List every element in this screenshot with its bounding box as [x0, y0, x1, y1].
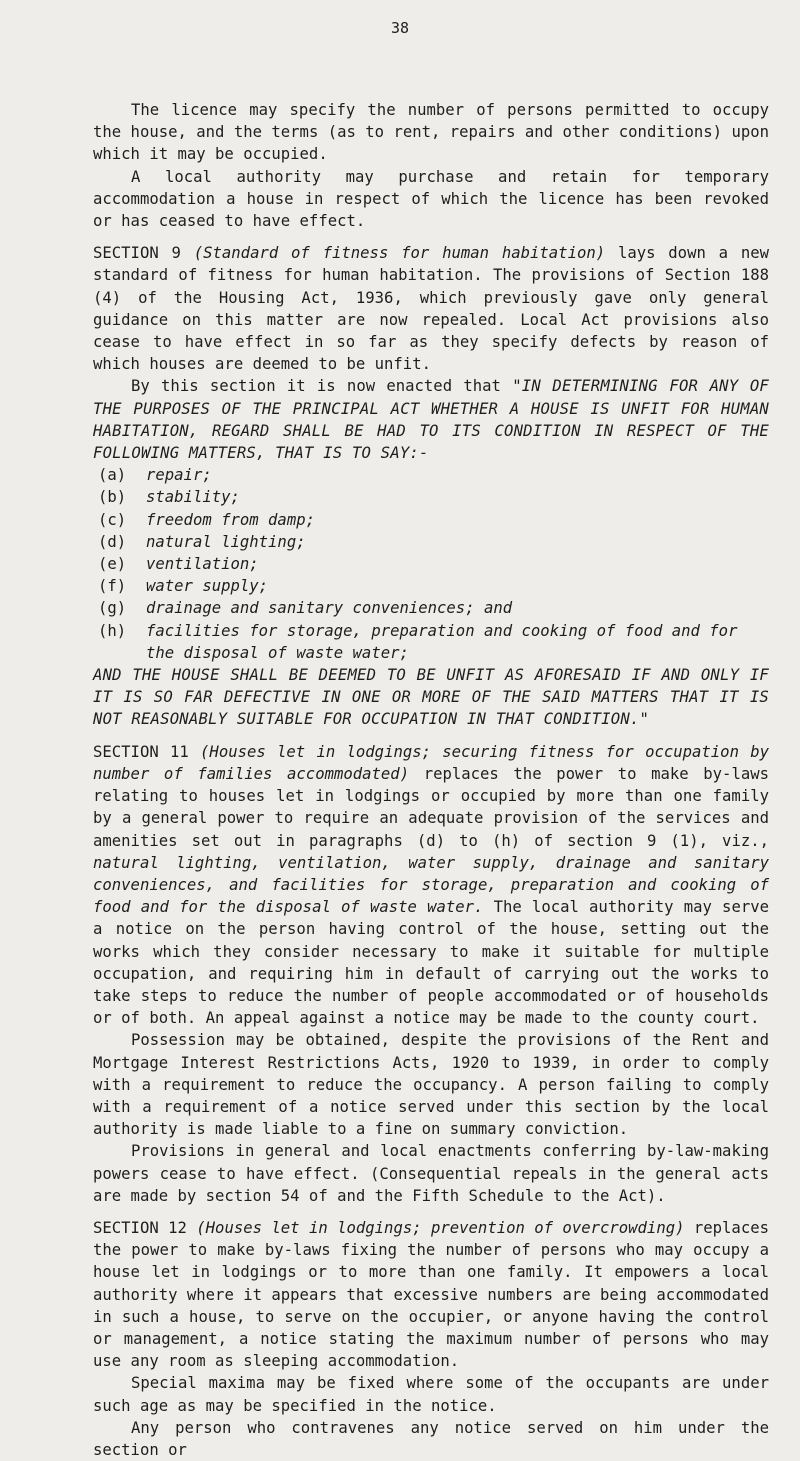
section-11-body-a: replaces the power to make by-laws relating to houses let in lodgings or occupied by more than one family by a general power to require an adequate provision of the services and amenities set out in paragraphs (d) to (h) of section 9 (1), viz., [93, 764, 769, 850]
paragraph-temporary-accommodation: A local authority may purchase and retain for temporary accommodation a house in respect of which the licence has been revoked or has ceased to have effect. [93, 167, 769, 231]
section-11-paragraph [93, 741, 769, 1030]
section-9-body: lays down a new standard of fitness for human habitation. The provisions of Section 188 (4) of the Housing Act, 1936, which previously gave only general guidance on this matter are now repealed. Local Act provisions also cease to have effect in so far as they specify defects by reason of which houses are deemed to be unfit. [93, 244, 770, 374]
list-item-text: ventilation; [146, 555, 259, 574]
list-item-text: freedom from damp; [146, 510, 315, 529]
section-9-heading: SECTION 9 [93, 244, 181, 263]
list-item-text: facilities for storage, preparation and cooking of food and for the disposal of waste water; [146, 621, 738, 662]
section-12-paragraph [93, 1217, 769, 1372]
section-9-intro: By this section it is now enacted that [131, 377, 513, 396]
section-11-title: (Houses let in lodgings; securing fitness for occupation by number of families accommodated) [93, 742, 770, 783]
section-12-special-maxima: Special maxima may be fixed where some of the occupants are under such age as may be specified in the notice. [93, 1374, 769, 1415]
list-item-label: (f) [98, 577, 127, 596]
section-9-paragraph [93, 242, 769, 375]
list-item-label: (c) [98, 510, 127, 529]
list-item [93, 486, 769, 508]
list-item-text: repair; [146, 466, 212, 485]
section-11-possession: Possession may be obtained, despite the provisions of the Rent and Mortgage Interest Restrictions Acts, 1920 to 1939, in order to comply with a requirement to reduce the occupancy. A person failing to comply with a requirement of a notice served under this section by the local authority is made liable to a fine on summary conviction. [93, 1031, 769, 1139]
section-11-heading: SECTION 11 [93, 742, 189, 761]
list-item [93, 464, 769, 486]
section-9-quote: "IN DETERMINING FOR ANY OF THE PURPOSES OF THE PRINCIPAL ACT WHETHER A HOUSE IS UNFIT FOR HUMAN HABITATION, REGARD SHALL BE HAD TO ITS CONDITION IN RESPECT OF THE FOLLOWING MATTERS, THAT IS TO SAY:- [93, 377, 769, 463]
paragraph-licence-terms: The licence may specify the number of persons permitted to occupy the house, and the terms (as to rent, repairs and other conditions) upon which it may be occupied. [93, 101, 769, 164]
list-item [93, 620, 769, 664]
list-item [93, 553, 769, 575]
list-item [93, 531, 769, 553]
section-9-enactment [93, 375, 769, 464]
list-item-text: drainage and sanitary conveniences; and [146, 599, 513, 618]
section-11-repeals: Provisions in general and local enactments conferring by-law-making powers cease to have effect. (Consequential repeals in the general acts are made by section 54 of and the Fifth Schedule to the Act). [93, 1142, 769, 1205]
page-number: 38 [390, 19, 410, 37]
section-12-heading: SECTION 12 [93, 1218, 187, 1237]
section-12-title: (Houses let in lodgings; prevention of overcrowding) [196, 1218, 685, 1237]
list-item [93, 575, 769, 597]
list-item-label: (a) [98, 466, 127, 485]
section-9-closing: AND THE HOUSE SHALL BE DEEMED TO BE UNFIT AS AFORESAID IF AND ONLY IF IT IS SO FAR DEFECTIVE IN ONE OR MORE OF THE SAID MATTERS THAT IT IS NOT REASONABLY SUITABLE FOR OCCUPATION IN THAT CONDITION." [93, 666, 769, 729]
section-12-contravention: Any person who contravenes any notice served on him under the section or [93, 1418, 769, 1459]
section-9-title: (Standard of fitness for human habitation) [193, 244, 606, 263]
list-item-label: (b) [98, 488, 127, 507]
list-item-label: (h) [98, 621, 127, 640]
section-11-body-b: The local authority may serve a notice on the person having control of the house, setting out the works which they consider necessary to make it suitable for multiple occupation, and requiring him in default of carrying out the works to take steps to reduce the number of people accommodated or of households or of both. An appeal against a notice may be made to the county court. [93, 898, 769, 1028]
list-item-text: natural lighting; [146, 532, 306, 551]
list-item-label: (d) [98, 532, 127, 551]
list-item-label: (e) [98, 555, 127, 574]
section-12-body: replaces the power to make by-laws fixing the number of persons who may occupy a house let in lodgings or to more than one family. It empowers a local authority where it appears that excessive numbers are being accommodated in such a house, to serve on the occupier, or anyone having the control or management, a notice stating the maximum number of persons who may use any room as sleeping accommodation. [93, 1218, 769, 1371]
list-item [93, 509, 769, 531]
list-item-text: water supply; [146, 577, 269, 596]
fitness-matters-list [93, 464, 769, 664]
body-text [93, 99, 769, 1461]
list-item [93, 597, 769, 619]
section-11-amenities: natural lighting, ventilation, water supply, drainage and sanitary conveniences, and facilities for storage, preparation and cooking of food and for the disposal of waste water. [93, 853, 769, 917]
list-item-text: stability; [146, 488, 240, 507]
list-item-label: (g) [98, 599, 127, 618]
